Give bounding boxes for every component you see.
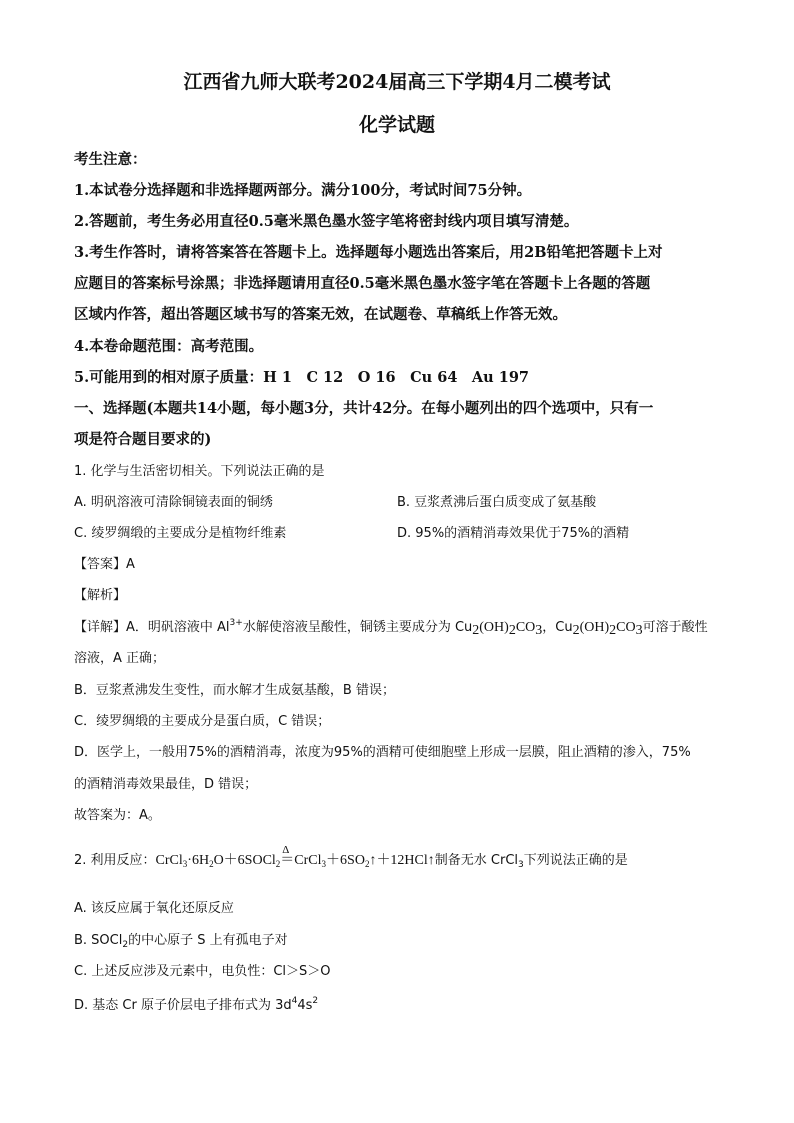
q1-conclusion: 故答案为：A。	[74, 808, 161, 823]
q1-detail-line-1: 【详解】A．明矾溶液中 $Al^{3+}$水解使溶液呈酸性，铜锈主要成分为 $Cu_2(OH)_2CO_3$，$Cu_2(OH)_2CO_3$可溶于酸性	[74, 618, 708, 638]
q2-option-b: B. SOCl$_2$的中心原子 S 上有孤电子对	[74, 933, 288, 950]
section-heading-line-2: 项是符合题目要求的)	[74, 431, 212, 448]
notice-item-5: 5.可能用到的相对原子质量：H 1 C 12 O 16 Cu 64 Au 197	[74, 369, 530, 386]
notice-item-3-line-3: 区域内作答，超出答题区域书写的答案无效，在试题卷、草稿纸上作答无效。	[74, 306, 567, 323]
notice-heading: 考生注意：	[74, 151, 147, 168]
notice-item-3-line-2: 应题目的答案标号涂黑；非选择题请用直径0.5毫米黑色墨水签字笔在答题卡上各题的答题	[74, 275, 651, 292]
notice-item-4: 4.本卷命题范围：高考范围。	[74, 338, 264, 355]
q1-detail-d-line-2: 的酒精消毒效果最佳，D 错误；	[74, 777, 258, 792]
q2-option-a: A. 该反应属于氧化还原反应	[74, 901, 234, 916]
q1-detail-b: B．豆浆煮沸发生变性，而水解才生成氨基酸，B 错误；	[74, 683, 395, 698]
page-subtitle: 化学试题	[358, 114, 435, 136]
q1-detail-c: C．绫罗绸缎的主要成分是蛋白质，C 错误；	[74, 714, 331, 729]
section-heading-line-1: 一、选择题(本题共14小题，每小题3分，共计42分。在每小题列出的四个选项中，只有一	[74, 400, 654, 417]
q1-option-a: A. 明矾溶液可清除铜镜表面的铜绣	[74, 495, 273, 510]
notice-item-1: 1.本试卷分选择题和非选择题两部分。满分100分，考试时间75分钟。	[74, 182, 532, 199]
q1-option-b: B. 豆浆煮沸后蛋白质变成了氨基酸	[397, 495, 597, 510]
heat-symbol: Δ	[282, 844, 290, 856]
q1-answer: 【答案】A	[74, 557, 135, 572]
q1-option-c: C. 绫罗绸缎的主要成分是植物纤维素	[74, 526, 287, 541]
q1-detail-line-2: 溶液，A 正确；	[74, 651, 166, 666]
q1-analysis-label: 【解析】	[74, 588, 127, 603]
notice-item-3-line-1: 3.考生作答时，请将答案答在答题卡上。选择题每小题选出答案后，用2B铅笔把答题卡上对	[74, 244, 663, 261]
q1-option-d: D. 95%的酒精消毒效果优于75%的酒精	[397, 526, 630, 541]
q2-stem: 2. 利用反应：$CrCl_3\cdot 6H_2O+6SOCl_2$ Δ $=CrCl_3+6SO_2↑+12HCl↑$制备无水 CrCl$_3$下列说法正确的是	[74, 851, 628, 871]
q2-equation: $CrCl_3\cdot 6H_2O+6SOCl_2$ Δ $=CrCl_3+6SO_2↑+12HCl↑$	[156, 853, 435, 868]
notice-item-2: 2.答题前，考生务必用直径0.5毫米黑色墨水签字笔将密封线内项目填写清楚。	[74, 213, 579, 230]
q1-stem: 1. 化学与生活密切相关。下列说法正确的是	[74, 464, 325, 479]
q1-detail-d-line-1: D．医学上，一般用75%的酒精消毒，浓度为95%的酒精可使细胞壁上形成一层膜，阻止酒精的渗入，75%	[74, 745, 691, 760]
q2-option-c: C. 上述反应涉及元素中，电负性：Cl＞S＞O	[74, 964, 331, 979]
page-title: 江西省九师大联考2024届高三下学期4月二模考试	[183, 71, 611, 93]
q2-option-d: D. 基态 Cr 原子价层电子排布式为 $3d^44s^2$	[74, 996, 319, 1013]
